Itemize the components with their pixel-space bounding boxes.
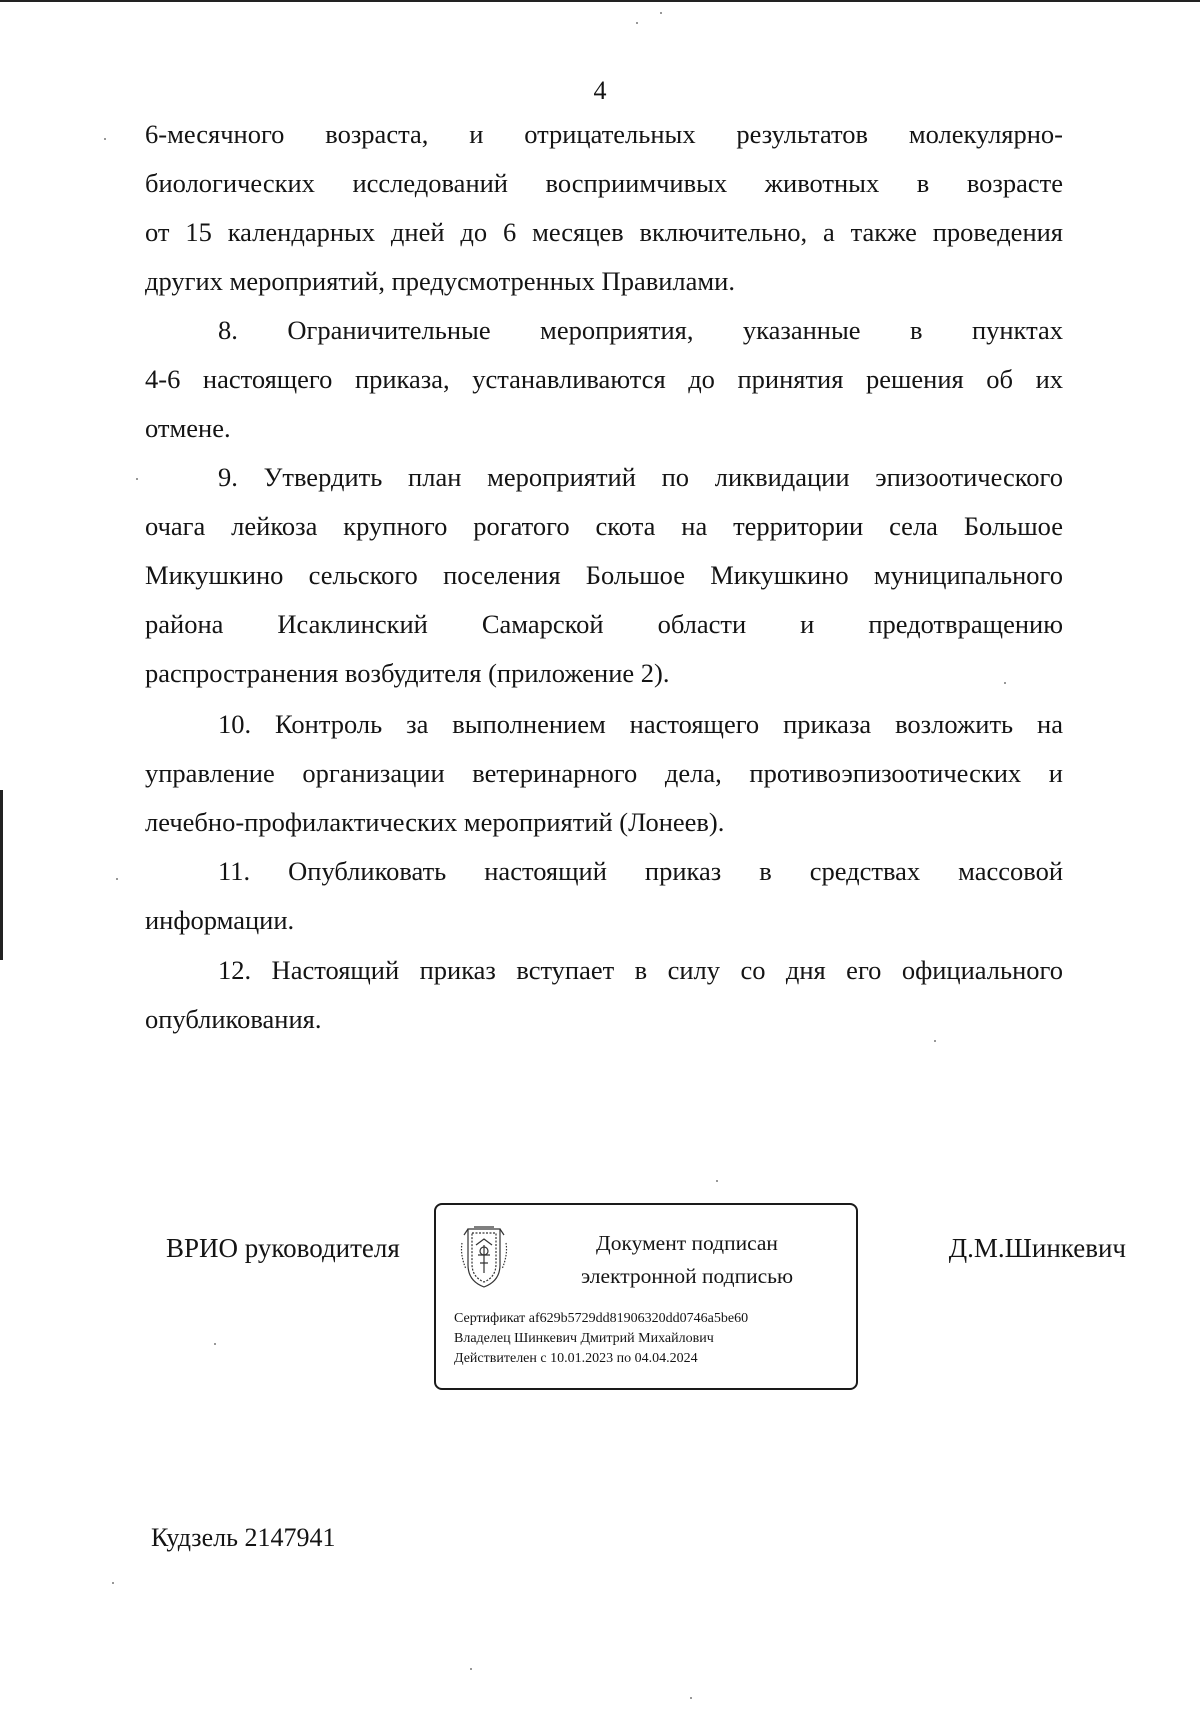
paragraph-12-end xyxy=(145,995,1063,1044)
text-line: 9. Утвердить план мероприятий по ликвидации эпизоотического xyxy=(218,462,1063,492)
stamp-certificate: Сертификат af629b5729dd81906320dd0746a5be60 xyxy=(454,1311,749,1326)
text-line: 6-месячного возраста, и отрицательных результатов молекулярно- xyxy=(145,119,1063,149)
stamp-title-line: электронной подписью xyxy=(580,1264,794,1288)
text-line: лечебно-профилактических мероприятий (Лонеев). xyxy=(145,807,725,837)
scan-speck xyxy=(214,1343,216,1345)
paragraph-9 xyxy=(145,453,1063,649)
text-line: биологических исследований восприимчивых животных в возрасте xyxy=(145,168,1063,198)
signer-position-title: ВРИО руководителя xyxy=(166,1233,400,1263)
paragraph-8 xyxy=(145,306,1063,404)
paragraph-12 xyxy=(145,946,1063,995)
scan-speck xyxy=(470,1668,472,1670)
text-line: 4-6 настоящего приказа, устанавливаются до принятия решения об их xyxy=(145,364,1063,394)
coat-of-arms-icon xyxy=(458,1225,510,1291)
electronic-signature-stamp xyxy=(434,1203,858,1390)
scan-speck xyxy=(690,1697,692,1699)
signer-name: Д.М.Шинкевич xyxy=(948,1233,1126,1263)
stamp-validity: Действителен с 10.01.2023 по 04.04.2024 xyxy=(454,1351,698,1366)
paragraph-11-end xyxy=(145,896,1063,945)
text-line: отмене. xyxy=(145,413,231,443)
paragraph-continuation xyxy=(145,110,1063,257)
paragraph-10-end xyxy=(145,798,1063,847)
stamp-title-line: Документ подписан xyxy=(596,1231,778,1255)
text-line: Микушкино сельского поселения Большое Микушкино муниципального xyxy=(145,560,1063,590)
page-number: 4 xyxy=(593,76,607,105)
text-line: управление организации ветеринарного дела, противоэпизоотических и xyxy=(145,758,1063,788)
text-line: 10. Контроль за выполнением настоящего приказа возложить на xyxy=(218,709,1063,739)
paragraph-11 xyxy=(145,847,1063,896)
paragraph-9-end xyxy=(145,649,1063,698)
stamp-owner: Владелец Шинкевич Дмитрий Михайлович xyxy=(454,1331,714,1346)
text-line: информации. xyxy=(145,905,295,935)
stamp-title xyxy=(532,1227,842,1293)
text-line: очага лейкоза крупного рогатого скота на территории села Большое xyxy=(145,511,1063,541)
text-line: 11. Опубликовать настоящий приказ в средствах массовой xyxy=(218,856,1063,886)
scan-speck xyxy=(660,12,662,14)
paragraph-continuation-end xyxy=(145,257,1063,306)
text-line: 12. Настоящий приказ вступает в силу со дня его официального xyxy=(218,955,1063,985)
scan-speck xyxy=(716,1180,718,1182)
scan-speck xyxy=(636,22,638,24)
text-line: от 15 календарных дней до 6 месяцев включительно, а также проведения xyxy=(145,217,1063,247)
scan-speck xyxy=(136,478,138,480)
text-line: 8. Ограничительные мероприятия, указанные в пунктах xyxy=(218,315,1063,345)
scan-speck xyxy=(116,878,118,880)
scan-speck xyxy=(112,1582,114,1584)
executor-info: Кудзель 2147941 xyxy=(151,1523,336,1552)
text-line: распространения возбудителя (приложение 2). xyxy=(145,658,670,688)
paragraph-10 xyxy=(145,700,1063,798)
scan-border-top xyxy=(0,0,1200,2)
paragraph-8-end xyxy=(145,404,1063,453)
text-line: других мероприятий, предусмотренных Правилами. xyxy=(145,266,735,296)
text-line: опубликования. xyxy=(145,1004,322,1034)
text-line: района Исаклинский Самарской области и предотвращению xyxy=(145,609,1063,639)
scan-border-left xyxy=(0,790,3,960)
scan-speck xyxy=(104,138,106,140)
